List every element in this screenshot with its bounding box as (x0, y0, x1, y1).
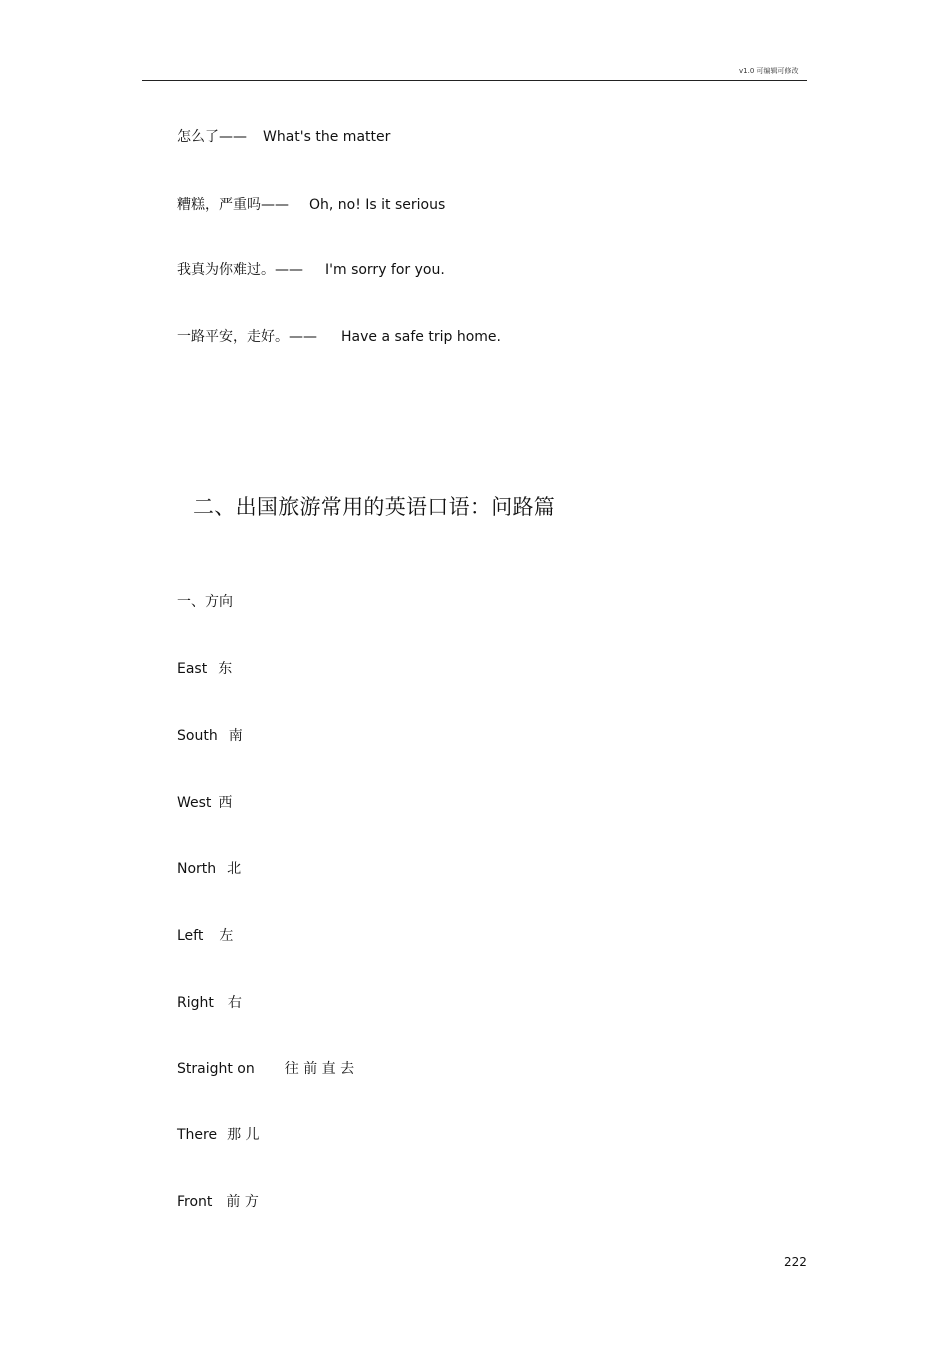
section-subtitle: 一、方向 (177, 594, 233, 610)
phrase-item (177, 328, 501, 346)
vocab-english: Left (177, 928, 204, 944)
vocab-chinese: 东 (218, 661, 233, 677)
phrase-chinese: 怎么了—— (177, 129, 247, 145)
vocab-english: There (177, 1127, 218, 1143)
vocab-chinese: 那 儿 (227, 1127, 260, 1143)
vocab-chinese: 右 (227, 995, 242, 1011)
vocab-item (177, 860, 241, 878)
phrase-english: Have a safe trip home. (341, 329, 501, 345)
phrase-chinese: 我真为你难过。—— (177, 262, 303, 278)
vocab-english: South (177, 728, 218, 744)
vocab-chinese: 西 (218, 795, 233, 811)
phrase-english: I'm sorry for you. (325, 262, 445, 278)
phrase-item (177, 128, 390, 146)
vocab-chinese: 左 (219, 928, 234, 944)
phrase-chinese: 一路平安，走好。—— (177, 329, 317, 345)
header-divider (142, 80, 807, 81)
section-title: 二、出国旅游常用的英语口语：问路篇 (193, 495, 556, 519)
vocab-item (177, 994, 242, 1012)
vocab-item (177, 927, 233, 945)
page-number: 222 (784, 1255, 807, 1269)
vocab-item (177, 1060, 354, 1078)
vocab-item (177, 1193, 259, 1211)
phrase-item (177, 261, 445, 279)
vocab-chinese: 南 (228, 728, 243, 744)
phrase-chinese: 糟糕，严重吗—— (177, 197, 289, 213)
vocab-english: East (177, 661, 208, 677)
header-version-label: v1.0 可编辑可修改 (739, 67, 799, 75)
vocab-chinese: 北 (227, 861, 242, 877)
phrase-english: Oh, no! Is it serious (309, 197, 446, 213)
vocab-english: Straight on (177, 1061, 255, 1077)
vocab-chinese: 往 前 直 去 (284, 1061, 355, 1077)
vocab-chinese: 前 方 (226, 1194, 259, 1210)
vocab-item (177, 794, 232, 812)
phrase-item (177, 196, 445, 214)
vocab-english: Right (177, 995, 214, 1011)
vocab-english: North (177, 861, 217, 877)
vocab-item (177, 660, 232, 678)
vocab-item (177, 1126, 260, 1144)
vocab-english: West (177, 795, 212, 811)
vocab-item (177, 727, 243, 745)
phrase-english: What's the matter (263, 129, 391, 145)
vocab-english: Front (177, 1194, 213, 1210)
